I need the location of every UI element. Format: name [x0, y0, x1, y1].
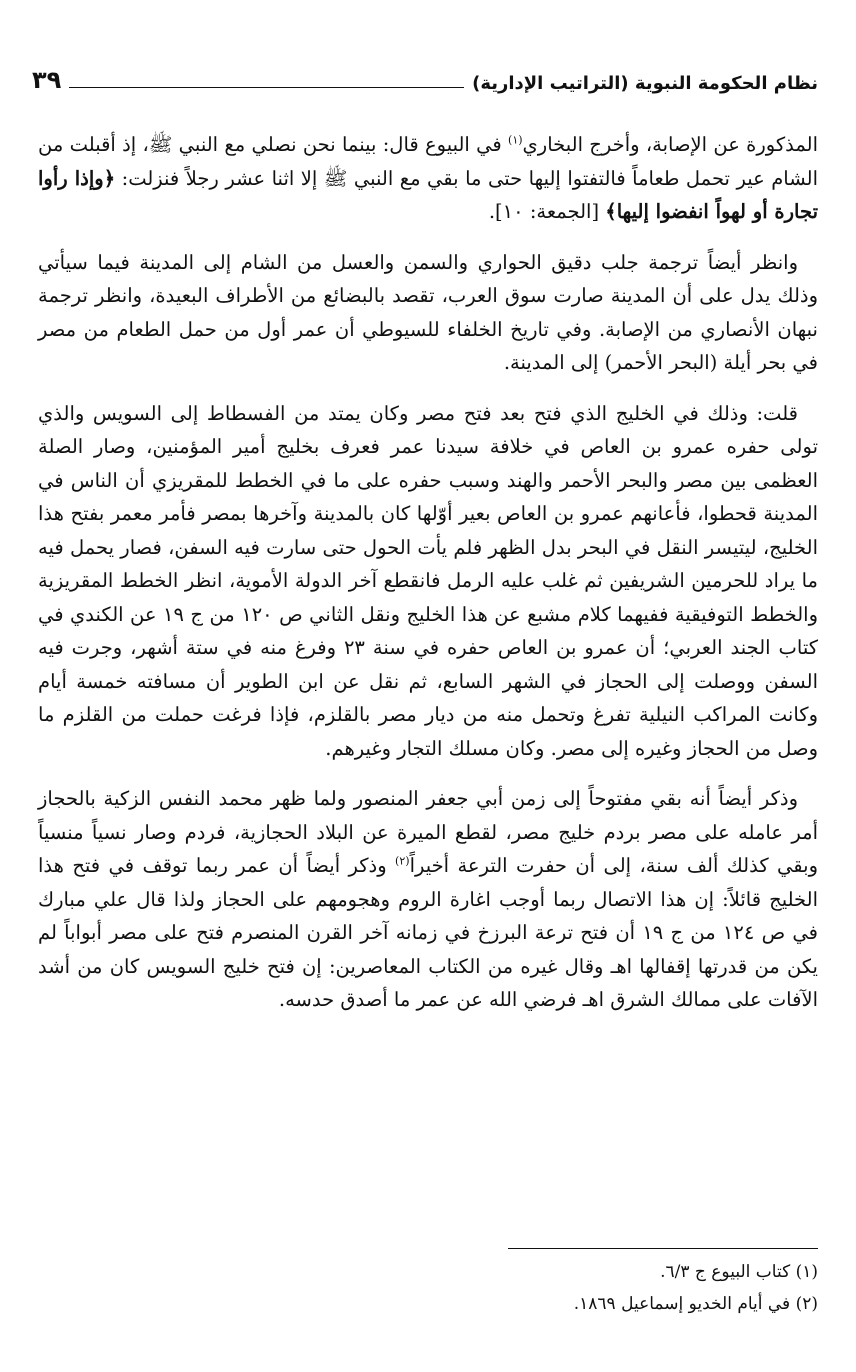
page-header: [32, 60, 818, 94]
paragraph-1: [38, 128, 818, 229]
paragraph-4-text-b: وذكر أيضاً أن عمر ربما توقف في فتح هذا الخليج قائلاً: إن هذا الاتصال ربما أوجب اغارة الروم وهجومهم على الحجاز ولذا قال علي مبارك في ص ١٢٤ من ج ١٩ أن فتح ترعة البرزخ في زمانه آخر القرن المنصرم فتح على مصر أبواباً لم يكن من قدرتها إقفالها اهـ وقال غيره من الكتاب المعاصرين: إن فتح خليج السويس كان من أشد الآفات على ممالك الشرق اهـ فرضي الله عن عمر ما أصدق حدسه.: [38, 854, 818, 1011]
footnote-2: (٢) في أيام الخديو إسماعيل ١٨٦٩.: [573, 1294, 818, 1314]
paragraph-2: وانظر أيضاً ترجمة جلب دقيق الحواري والسمن والعسل من الشام إلى المدينة فيما سيأتي وذلك يدل على أن المدينة صارت سوق العرب، تقصد بالبضائع من الأطراف البعيدة، وانظر ترجمة نبهان الأنصاري من الإصابة. وفي تاريخ الخلفاء للسيوطي أن عمر أول من حمل الطعام من مصر في بحر أيلة (البحر الأحمر) إلى المدينة.: [38, 250, 818, 374]
footnote-rule: [508, 1248, 818, 1249]
paragraph-1-text-c: [الجمعة: ١٠].: [488, 200, 606, 223]
footnote-ref-1: (١): [508, 133, 523, 147]
paragraph-1-text-a: المذكورة عن الإصابة، وأخرج البخاري: [522, 133, 818, 156]
paragraph-4-text-a: وذكر أيضاً أنه بقي مفتوحاً إلى زمن أبي جعفر المنصور ولما ظهر محمد النفس الزكية بالحجاز أمر عامله على مصر بردم خليج مصر، لقطع الميرة عن البلاد الحجازية، فردم وصار نسياً منسياً وبقي كذلك ألف سنة، إلى أن حفرت الترعة أخيراً: [38, 787, 818, 877]
paragraph-4: [38, 782, 818, 1017]
running-title: نظام الحكومة النبوية (التراتيب الإدارية): [472, 73, 818, 94]
paragraph-3: قلت: وذلك في الخليج الذي فتح بعد فتح مصر وكان يمتد من الفسطاط إلى السويس والذي تولى حفره عمرو بن العاص في خلافة سيدنا عمر فعرف بخليج أمير المؤمنين، وصار الصلة العظمى بين مصر والبحر الأحمر والهند وسبب حفره على ما في الخطط للمقريزي أن الناس في المدينة قحطوا، فأعانهم عمرو بن العاص بعير أوّلها كان بالمدينة وآخرها بمصر فأمر معمر بفتح هذا الخليج، ليتيسر النقل في البحر بدل الظهر فلم يأت الحول حتى سارت فيه السفن، فصار يحمل فيه ما يراد للحرمين الشريفين ثم غلب عليه الرمل فانقطع آخر الدولة الأموية، انظر الخطط المقريزية والخطط التوفيقية ففيهما كلام مشبع عن هذا الخليج ونقل الثاني ص ١٢٠ من ج ١٩ عن الكندي في كتاب الجند العربي؛ أن عمرو بن العاص حفره في سنة ٢٣ وفرغ منه في ستة أشهر، وجرت فيه السفن ووصلت إلى الحجاز في الشهر السابع، ثم نقل عن ابن الطوير أن مسافته خمسة أيام وكانت المراكب النيلية تفرغ وتحمل منه من ديار مصر بالقلزم، فإذا فرغت حملت من القلزم ما وصل من الحجاز وغيره إلى مصر. وكان مسلك التجار وغيرهم.: [38, 401, 818, 760]
footnote-1: (١) كتاب البيوع ج ٦/٣.: [660, 1262, 818, 1282]
page-number: ٣٩: [32, 66, 62, 94]
footnotes: [300, 1256, 818, 1320]
header-rule: [69, 87, 464, 88]
paragraph-1-text-b: في البيوع قال: بينما نحن نصلي مع النبي ﷺ، إذ أقبلت من الشام عير تحمل طعاماً فالتفتوا إليها حتى ما بقي مع النبي ﷺ إلا اثنا عشر رجلاً فنزلت:: [38, 133, 818, 190]
quran-verse: ﴿وإذا رأوا تجارة أو لهواً انفضوا إليها﴾: [38, 166, 818, 223]
body-text: [38, 128, 818, 1034]
footnote-ref-2: (٢): [395, 854, 410, 868]
